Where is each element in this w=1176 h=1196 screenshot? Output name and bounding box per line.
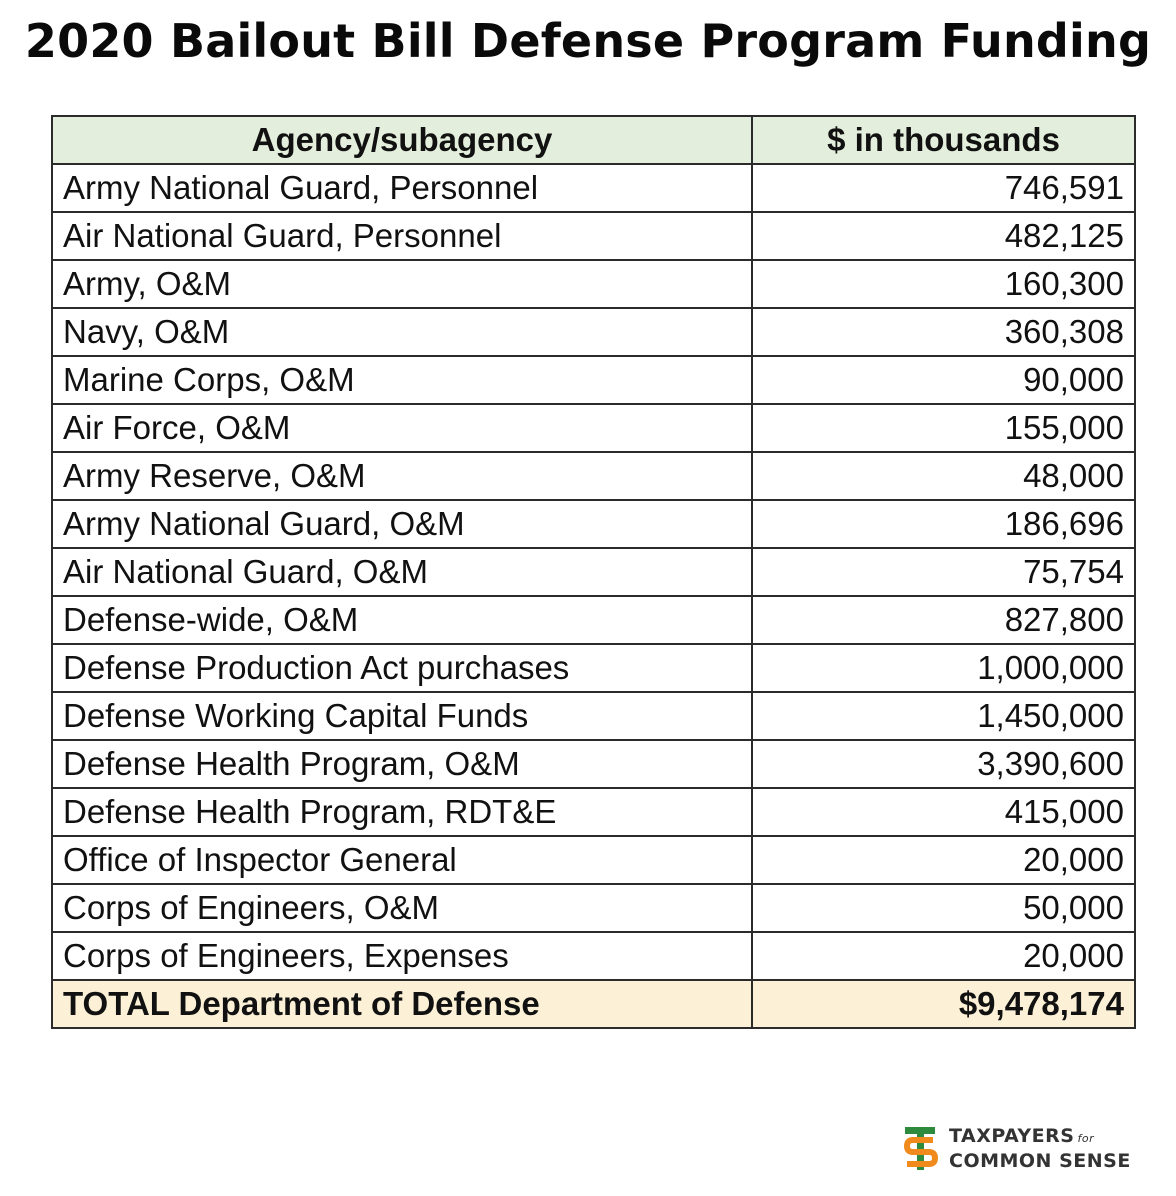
column-header-agency: Agency/subagency bbox=[52, 116, 752, 164]
amount-cell: 1,450,000 bbox=[752, 692, 1135, 740]
agency-cell: Air National Guard, O&M bbox=[52, 548, 752, 596]
agency-cell: Army National Guard, O&M bbox=[52, 500, 752, 548]
table-row bbox=[52, 164, 1135, 212]
table-row bbox=[52, 836, 1135, 884]
total-label: TOTAL Department of Defense bbox=[52, 980, 752, 1028]
amount-cell: 90,000 bbox=[752, 356, 1135, 404]
logo-line-2: COMMON SENSE bbox=[949, 1149, 1131, 1172]
amount-cell: 360,308 bbox=[752, 308, 1135, 356]
agency-cell: Corps of Engineers, O&M bbox=[52, 884, 752, 932]
amount-cell: 50,000 bbox=[752, 884, 1135, 932]
agency-cell: Defense Production Act purchases bbox=[52, 644, 752, 692]
table-row bbox=[52, 788, 1135, 836]
table-row bbox=[52, 548, 1135, 596]
amount-cell: 746,591 bbox=[752, 164, 1135, 212]
agency-cell: Marine Corps, O&M bbox=[52, 356, 752, 404]
table-row bbox=[52, 404, 1135, 452]
table-header-row bbox=[52, 116, 1135, 164]
page-title: 2020 Bailout Bill Defense Program Funding bbox=[24, 14, 1152, 68]
taxpayers-dollar-icon bbox=[903, 1124, 941, 1172]
total-row bbox=[52, 980, 1135, 1028]
agency-cell: Defense Health Program, RDT&E bbox=[52, 788, 752, 836]
table-row bbox=[52, 692, 1135, 740]
funding-table bbox=[51, 115, 1136, 1029]
agency-cell: Air Force, O&M bbox=[52, 404, 752, 452]
agency-cell: Army National Guard, Personnel bbox=[52, 164, 752, 212]
table-row bbox=[52, 308, 1135, 356]
amount-cell: 155,000 bbox=[752, 404, 1135, 452]
table-row bbox=[52, 884, 1135, 932]
amount-cell: 415,000 bbox=[752, 788, 1135, 836]
taxpayers-logo bbox=[903, 1124, 1131, 1172]
agency-cell: Defense-wide, O&M bbox=[52, 596, 752, 644]
agency-cell: Air National Guard, Personnel bbox=[52, 212, 752, 260]
amount-cell: 48,000 bbox=[752, 452, 1135, 500]
table-row bbox=[52, 452, 1135, 500]
total-amount: $9,478,174 bbox=[752, 980, 1135, 1028]
agency-cell: Army, O&M bbox=[52, 260, 752, 308]
amount-cell: 482,125 bbox=[752, 212, 1135, 260]
table-row bbox=[52, 596, 1135, 644]
amount-cell: 827,800 bbox=[752, 596, 1135, 644]
amount-cell: 1,000,000 bbox=[752, 644, 1135, 692]
table-row bbox=[52, 260, 1135, 308]
amount-cell: 3,390,600 bbox=[752, 740, 1135, 788]
amount-cell: 160,300 bbox=[752, 260, 1135, 308]
agency-cell: Defense Working Capital Funds bbox=[52, 692, 752, 740]
logo-for: for bbox=[1077, 1131, 1095, 1145]
agency-cell: Army Reserve, O&M bbox=[52, 452, 752, 500]
amount-cell: 20,000 bbox=[752, 932, 1135, 980]
table-row bbox=[52, 500, 1135, 548]
agency-cell: Navy, O&M bbox=[52, 308, 752, 356]
logo-taxpayers: TAXPAYERS bbox=[949, 1124, 1075, 1147]
table-row bbox=[52, 212, 1135, 260]
agency-cell: Office of Inspector General bbox=[52, 836, 752, 884]
table-row bbox=[52, 356, 1135, 404]
amount-cell: 75,754 bbox=[752, 548, 1135, 596]
table-row bbox=[52, 644, 1135, 692]
logo-line-1 bbox=[949, 1125, 1131, 1150]
agency-cell: Corps of Engineers, Expenses bbox=[52, 932, 752, 980]
agency-cell: Defense Health Program, O&M bbox=[52, 740, 752, 788]
logo-text bbox=[949, 1125, 1131, 1172]
amount-cell: 186,696 bbox=[752, 500, 1135, 548]
column-header-amount: $ in thousands bbox=[752, 116, 1135, 164]
table-row bbox=[52, 932, 1135, 980]
amount-cell: 20,000 bbox=[752, 836, 1135, 884]
table-row bbox=[52, 740, 1135, 788]
